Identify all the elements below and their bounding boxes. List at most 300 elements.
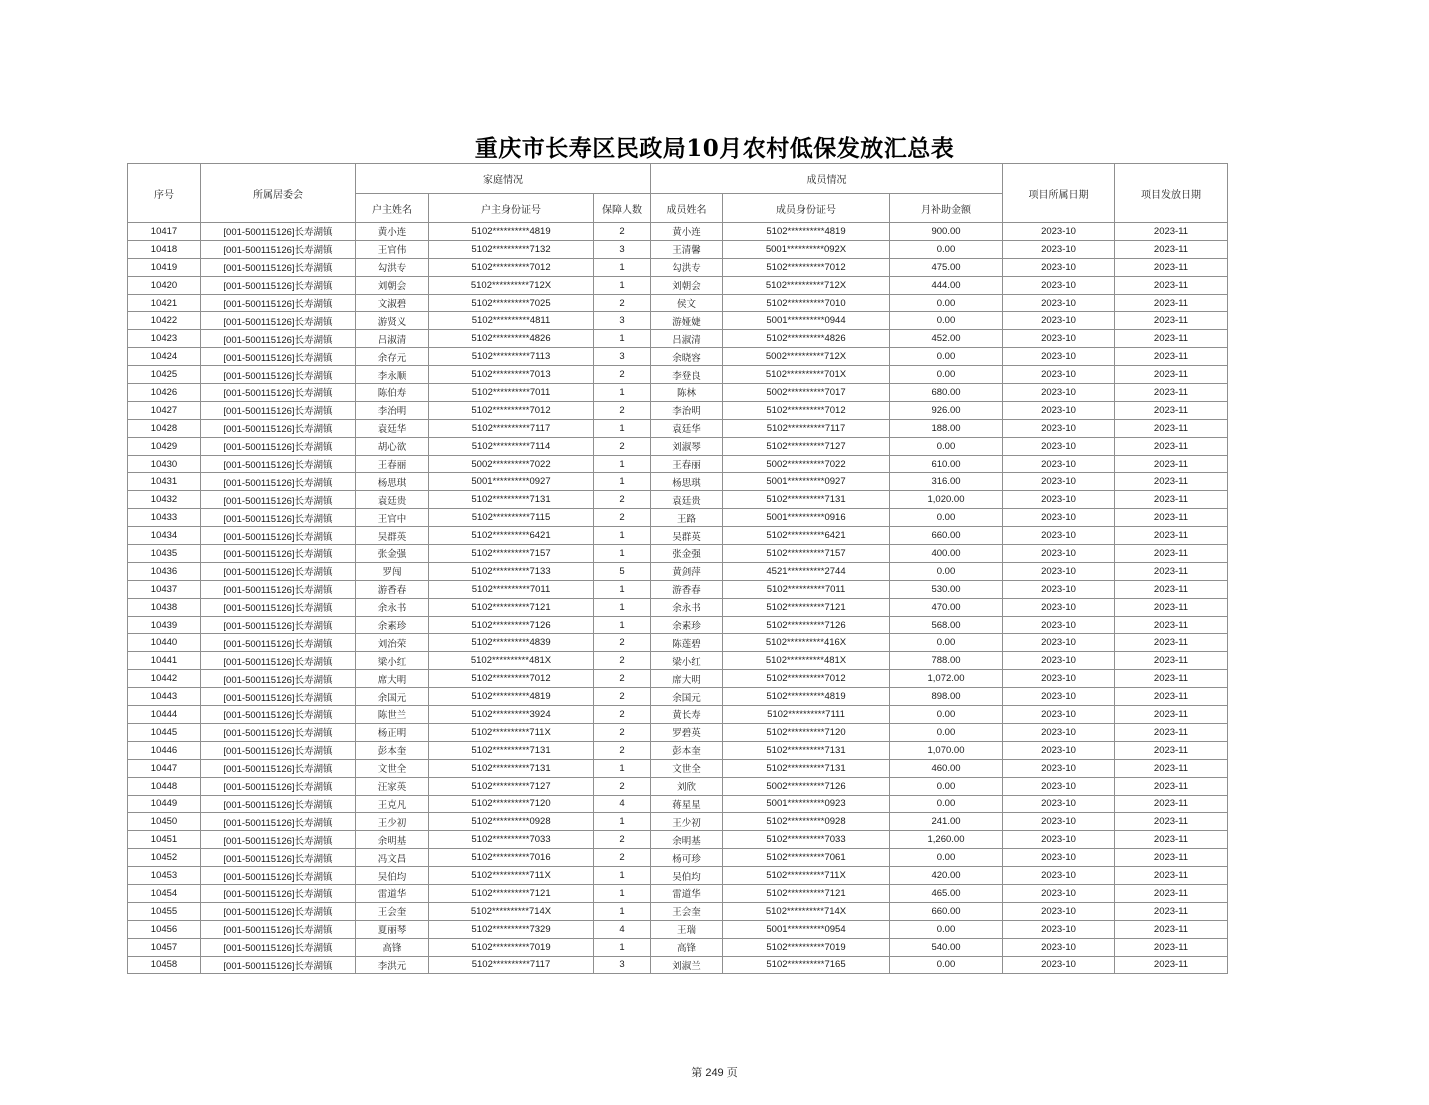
- cell-member-name: 余永书: [651, 598, 723, 616]
- cell-project-month: 2023-10: [1003, 580, 1115, 598]
- cell-head-name: 文世全: [356, 759, 429, 777]
- table-row: [128, 688, 1228, 706]
- col-header-member-id: 成员身份证号: [723, 194, 890, 223]
- cell-head-id: 5102**********7012: [429, 670, 594, 688]
- cell-issue-month: 2023-11: [1115, 330, 1228, 348]
- cell-seq: 10443: [128, 688, 201, 706]
- cell-seq: 10436: [128, 562, 201, 580]
- cell-insured-count: 5: [594, 562, 651, 580]
- cell-member-id: 5001**********0927: [723, 473, 890, 491]
- cell-head-name: 席大明: [356, 670, 429, 688]
- cell-head-name: 杨思琪: [356, 473, 429, 491]
- cell-project-month: 2023-10: [1003, 437, 1115, 455]
- cell-project-month: 2023-10: [1003, 366, 1115, 384]
- cell-member-name: 文世全: [651, 759, 723, 777]
- cell-member-name: 黄剑萍: [651, 562, 723, 580]
- cell-seq: 10422: [128, 312, 201, 330]
- cell-member-id: 5001**********0923: [723, 795, 890, 813]
- cell-committee: [001-500115126]长寿湖镇: [201, 330, 356, 348]
- cell-insured-count: 2: [594, 849, 651, 867]
- cell-member-id: 5102**********7012: [723, 258, 890, 276]
- cell-head-name: 吕淑清: [356, 330, 429, 348]
- cell-member-id: 5102**********7157: [723, 545, 890, 563]
- cell-amount: 0.00: [890, 920, 1003, 938]
- col-header-insured-count: 保障人数: [594, 194, 651, 223]
- cell-project-month: 2023-10: [1003, 294, 1115, 312]
- cell-member-id: 5002**********7022: [723, 455, 890, 473]
- table-row: [128, 920, 1228, 938]
- cell-insured-count: 2: [594, 688, 651, 706]
- cell-committee: [001-500115126]长寿湖镇: [201, 723, 356, 741]
- cell-head-name: 冯文昌: [356, 849, 429, 867]
- cell-head-id: 5102**********4839: [429, 634, 594, 652]
- cell-issue-month: 2023-11: [1115, 938, 1228, 956]
- cell-seq: 10426: [128, 384, 201, 402]
- cell-insured-count: 2: [594, 401, 651, 419]
- cell-issue-month: 2023-11: [1115, 276, 1228, 294]
- cell-seq: 10453: [128, 867, 201, 885]
- cell-committee: [001-500115126]长寿湖镇: [201, 813, 356, 831]
- cell-issue-month: 2023-11: [1115, 920, 1228, 938]
- cell-seq: 10424: [128, 348, 201, 366]
- cell-issue-month: 2023-11: [1115, 723, 1228, 741]
- cell-project-month: 2023-10: [1003, 473, 1115, 491]
- cell-amount: 420.00: [890, 867, 1003, 885]
- cell-member-name: 侯文: [651, 294, 723, 312]
- cell-head-id: 5102**********7013: [429, 366, 594, 384]
- cell-project-month: 2023-10: [1003, 223, 1115, 241]
- cell-insured-count: 3: [594, 312, 651, 330]
- table-row: [128, 562, 1228, 580]
- cell-member-id: 5102**********714X: [723, 902, 890, 920]
- cell-head-name: 胡心欲: [356, 437, 429, 455]
- cell-member-id: 5001**********092X: [723, 240, 890, 258]
- cell-head-id: 5102**********7117: [429, 956, 594, 974]
- cell-insured-count: 1: [594, 759, 651, 777]
- cell-seq: 10444: [128, 706, 201, 724]
- cell-project-month: 2023-10: [1003, 276, 1115, 294]
- cell-insured-count: 2: [594, 437, 651, 455]
- cell-member-id: 5102**********4819: [723, 688, 890, 706]
- cell-project-month: 2023-10: [1003, 867, 1115, 885]
- cell-member-name: 王春丽: [651, 455, 723, 473]
- table-row: [128, 831, 1228, 849]
- cell-seq: 10458: [128, 956, 201, 974]
- cell-head-id: 5102**********7025: [429, 294, 594, 312]
- table-row: [128, 723, 1228, 741]
- cell-member-name: 余素珍: [651, 616, 723, 634]
- cell-head-name: 张金强: [356, 545, 429, 563]
- cell-project-month: 2023-10: [1003, 777, 1115, 795]
- cell-member-id: 5102**********416X: [723, 634, 890, 652]
- cell-member-name: 余国元: [651, 688, 723, 706]
- col-header-issue-month: 项目发放日期: [1115, 164, 1228, 223]
- cell-member-id: 4521**********2744: [723, 562, 890, 580]
- cell-seq: 10423: [128, 330, 201, 348]
- cell-head-id: 5102**********4819: [429, 223, 594, 241]
- cell-head-name: 袁廷华: [356, 419, 429, 437]
- cell-issue-month: 2023-11: [1115, 759, 1228, 777]
- cell-project-month: 2023-10: [1003, 741, 1115, 759]
- cell-insured-count: 1: [594, 616, 651, 634]
- col-header-project-month: 项目所属日期: [1003, 164, 1115, 223]
- cell-amount: 540.00: [890, 938, 1003, 956]
- cell-insured-count: 1: [594, 473, 651, 491]
- table-row: [128, 813, 1228, 831]
- cell-head-id: 5102**********3924: [429, 706, 594, 724]
- cell-member-name: 张金强: [651, 545, 723, 563]
- table-row: [128, 670, 1228, 688]
- cell-member-id: 5102**********7131: [723, 491, 890, 509]
- cell-project-month: 2023-10: [1003, 527, 1115, 545]
- table-row: [128, 223, 1228, 241]
- cell-seq: 10420: [128, 276, 201, 294]
- cell-amount: 452.00: [890, 330, 1003, 348]
- cell-project-month: 2023-10: [1003, 419, 1115, 437]
- cell-project-month: 2023-10: [1003, 401, 1115, 419]
- table-header: [128, 164, 1228, 223]
- cell-member-name: 彭本奎: [651, 741, 723, 759]
- cell-head-id: 5102**********7127: [429, 777, 594, 795]
- cell-member-id: 5102**********6421: [723, 527, 890, 545]
- cell-committee: [001-500115126]长寿湖镇: [201, 312, 356, 330]
- cell-head-id: 5102**********0928: [429, 813, 594, 831]
- cell-seq: 10438: [128, 598, 201, 616]
- table-row: [128, 437, 1228, 455]
- cell-member-id: 5102**********7126: [723, 616, 890, 634]
- cell-head-name: 吴伯均: [356, 867, 429, 885]
- cell-committee: [001-500115126]长寿湖镇: [201, 401, 356, 419]
- cell-head-name: 王少初: [356, 813, 429, 831]
- cell-seq: 10435: [128, 545, 201, 563]
- cell-head-name: 刘治荣: [356, 634, 429, 652]
- cell-committee: [001-500115126]长寿湖镇: [201, 294, 356, 312]
- cell-project-month: 2023-10: [1003, 723, 1115, 741]
- cell-insured-count: 1: [594, 384, 651, 402]
- cell-issue-month: 2023-11: [1115, 688, 1228, 706]
- cell-head-name: 余国元: [356, 688, 429, 706]
- cell-project-month: 2023-10: [1003, 920, 1115, 938]
- cell-project-month: 2023-10: [1003, 652, 1115, 670]
- cell-head-name: 王官中: [356, 509, 429, 527]
- cell-amount: 241.00: [890, 813, 1003, 831]
- table-row: [128, 366, 1228, 384]
- col-header-committee: 所属居委会: [201, 164, 356, 223]
- cell-member-name: 余晓容: [651, 348, 723, 366]
- cell-head-id: 5102**********7131: [429, 741, 594, 759]
- table-row: [128, 867, 1228, 885]
- cell-head-id: 5102**********7114: [429, 437, 594, 455]
- cell-insured-count: 2: [594, 831, 651, 849]
- cell-head-name: 汪家英: [356, 777, 429, 795]
- cell-project-month: 2023-10: [1003, 670, 1115, 688]
- cell-head-name: 王官伟: [356, 240, 429, 258]
- cell-member-name: 高锋: [651, 938, 723, 956]
- cell-project-month: 2023-10: [1003, 562, 1115, 580]
- cell-member-name: 黄小连: [651, 223, 723, 241]
- cell-member-id: 5102**********481X: [723, 652, 890, 670]
- cell-head-id: 5102**********7019: [429, 938, 594, 956]
- page-title: 重庆市长寿区民政局10月农村低保发放汇总表: [474, 135, 955, 162]
- table-row: [128, 527, 1228, 545]
- cell-member-id: 5102**********7121: [723, 598, 890, 616]
- cell-project-month: 2023-10: [1003, 312, 1115, 330]
- cell-committee: [001-500115126]长寿湖镇: [201, 437, 356, 455]
- cell-seq: 10434: [128, 527, 201, 545]
- cell-insured-count: 2: [594, 366, 651, 384]
- cell-committee: [001-500115126]长寿湖镇: [201, 670, 356, 688]
- table-row: [128, 419, 1228, 437]
- cell-amount: 0.00: [890, 312, 1003, 330]
- cell-head-id: 5102**********4819: [429, 688, 594, 706]
- table-row: [128, 455, 1228, 473]
- cell-seq: 10417: [128, 223, 201, 241]
- cell-committee: [001-500115126]长寿湖镇: [201, 938, 356, 956]
- cell-issue-month: 2023-11: [1115, 849, 1228, 867]
- cell-committee: [001-500115126]长寿湖镇: [201, 223, 356, 241]
- cell-member-id: 5102**********7111: [723, 706, 890, 724]
- cell-head-name: 袁廷贵: [356, 491, 429, 509]
- cell-amount: 400.00: [890, 545, 1003, 563]
- cell-amount: 0.00: [890, 849, 1003, 867]
- table-row: [128, 616, 1228, 634]
- cell-head-id: 5102**********7132: [429, 240, 594, 258]
- cell-issue-month: 2023-11: [1115, 294, 1228, 312]
- cell-head-id: 5102**********711X: [429, 867, 594, 885]
- table-row: [128, 580, 1228, 598]
- cell-head-id: 5102**********7120: [429, 795, 594, 813]
- cell-member-name: 刘欣: [651, 777, 723, 795]
- cell-committee: [001-500115126]长寿湖镇: [201, 706, 356, 724]
- cell-member-name: 蒋星星: [651, 795, 723, 813]
- cell-amount: 900.00: [890, 223, 1003, 241]
- cell-project-month: 2023-10: [1003, 384, 1115, 402]
- cell-project-month: 2023-10: [1003, 902, 1115, 920]
- cell-project-month: 2023-10: [1003, 956, 1115, 974]
- cell-amount: 0.00: [890, 240, 1003, 258]
- page-number: 第 249 页: [691, 1067, 738, 1079]
- cell-insured-count: 3: [594, 240, 651, 258]
- cell-seq: 10432: [128, 491, 201, 509]
- cell-head-name: 刘朝会: [356, 276, 429, 294]
- cell-insured-count: 4: [594, 795, 651, 813]
- cell-amount: 660.00: [890, 902, 1003, 920]
- cell-seq: 10457: [128, 938, 201, 956]
- cell-amount: 788.00: [890, 652, 1003, 670]
- cell-seq: 10447: [128, 759, 201, 777]
- cell-member-name: 梁小红: [651, 652, 723, 670]
- cell-project-month: 2023-10: [1003, 509, 1115, 527]
- cell-amount: 188.00: [890, 419, 1003, 437]
- cell-head-id: 5102**********7113: [429, 348, 594, 366]
- cell-member-name: 陈莲碧: [651, 634, 723, 652]
- cell-issue-month: 2023-11: [1115, 562, 1228, 580]
- cell-amount: 1,020.00: [890, 491, 1003, 509]
- table-row: [128, 348, 1228, 366]
- cell-insured-count: 2: [594, 670, 651, 688]
- table-row: [128, 741, 1228, 759]
- cell-head-id: 5102**********7117: [429, 419, 594, 437]
- cell-project-month: 2023-10: [1003, 849, 1115, 867]
- cell-insured-count: 1: [594, 545, 651, 563]
- cell-head-id: 5102**********4826: [429, 330, 594, 348]
- cell-issue-month: 2023-11: [1115, 401, 1228, 419]
- cell-amount: 0.00: [890, 562, 1003, 580]
- cell-seq: 10446: [128, 741, 201, 759]
- cell-member-id: 5102**********7010: [723, 294, 890, 312]
- cell-insured-count: 1: [594, 330, 651, 348]
- col-header-head-id: 户主身份证号: [429, 194, 594, 223]
- cell-member-name: 陈林: [651, 384, 723, 402]
- cell-amount: 0.00: [890, 706, 1003, 724]
- cell-head-name: 陈伯寿: [356, 384, 429, 402]
- cell-member-id: 5102**********7012: [723, 401, 890, 419]
- cell-head-id: 5102**********7011: [429, 580, 594, 598]
- cell-member-name: 王清馨: [651, 240, 723, 258]
- cell-member-id: 5001**********0916: [723, 509, 890, 527]
- cell-issue-month: 2023-11: [1115, 223, 1228, 241]
- cell-head-name: 彭本奎: [356, 741, 429, 759]
- cell-head-name: 杨正明: [356, 723, 429, 741]
- cell-issue-month: 2023-11: [1115, 598, 1228, 616]
- table-row: [128, 473, 1228, 491]
- col-header-head-name: 户主姓名: [356, 194, 429, 223]
- cell-amount: 0.00: [890, 956, 1003, 974]
- cell-amount: 660.00: [890, 527, 1003, 545]
- cell-project-month: 2023-10: [1003, 634, 1115, 652]
- cell-committee: [001-500115126]长寿湖镇: [201, 759, 356, 777]
- cell-head-id: 5102**********7121: [429, 884, 594, 902]
- cell-head-name: 游香春: [356, 580, 429, 598]
- cell-issue-month: 2023-11: [1115, 509, 1228, 527]
- col-header-amount: 月补助金额: [890, 194, 1003, 223]
- cell-insured-count: 3: [594, 956, 651, 974]
- cell-head-name: 雷道华: [356, 884, 429, 902]
- table-row: [128, 384, 1228, 402]
- cell-project-month: 2023-10: [1003, 330, 1115, 348]
- cell-issue-month: 2023-11: [1115, 956, 1228, 974]
- cell-head-id: 5102**********481X: [429, 652, 594, 670]
- cell-amount: 475.00: [890, 258, 1003, 276]
- cell-head-id: 5001**********0927: [429, 473, 594, 491]
- cell-head-name: 王春丽: [356, 455, 429, 473]
- cell-amount: 460.00: [890, 759, 1003, 777]
- cell-head-name: 高锋: [356, 938, 429, 956]
- cell-committee: [001-500115126]长寿湖镇: [201, 258, 356, 276]
- cell-seq: 10455: [128, 902, 201, 920]
- cell-issue-month: 2023-11: [1115, 884, 1228, 902]
- cell-insured-count: 2: [594, 706, 651, 724]
- cell-amount: 0.00: [890, 348, 1003, 366]
- cell-member-name: 李治明: [651, 401, 723, 419]
- cell-seq: 10437: [128, 580, 201, 598]
- cell-member-id: 5102**********7011: [723, 580, 890, 598]
- cell-committee: [001-500115126]长寿湖镇: [201, 634, 356, 652]
- cell-seq: 10425: [128, 366, 201, 384]
- cell-amount: 0.00: [890, 777, 1003, 795]
- cell-head-id: 5102**********7329: [429, 920, 594, 938]
- cell-committee: [001-500115126]长寿湖镇: [201, 920, 356, 938]
- table-row: [128, 509, 1228, 527]
- cell-member-id: 5102**********7127: [723, 437, 890, 455]
- cell-committee: [001-500115126]长寿湖镇: [201, 384, 356, 402]
- cell-committee: [001-500115126]长寿湖镇: [201, 509, 356, 527]
- cell-head-name: 罗闯: [356, 562, 429, 580]
- cell-member-id: 5102**********4826: [723, 330, 890, 348]
- col-group-family: 家庭情况: [356, 164, 651, 194]
- table-row: [128, 598, 1228, 616]
- cell-amount: 926.00: [890, 401, 1003, 419]
- cell-member-id: 5102**********7117: [723, 419, 890, 437]
- cell-project-month: 2023-10: [1003, 938, 1115, 956]
- cell-seq: 10427: [128, 401, 201, 419]
- cell-member-name: 罗碧英: [651, 723, 723, 741]
- cell-seq: 10439: [128, 616, 201, 634]
- cell-head-name: 陈世兰: [356, 706, 429, 724]
- cell-head-id: 5102**********7157: [429, 545, 594, 563]
- cell-project-month: 2023-10: [1003, 491, 1115, 509]
- cell-head-id: 5102**********7016: [429, 849, 594, 867]
- cell-insured-count: 1: [594, 419, 651, 437]
- cell-head-name: 黄小连: [356, 223, 429, 241]
- cell-head-name: 梁小红: [356, 652, 429, 670]
- cell-member-id: 5102**********711X: [723, 867, 890, 885]
- cell-seq: 10442: [128, 670, 201, 688]
- cell-insured-count: 1: [594, 598, 651, 616]
- cell-issue-month: 2023-11: [1115, 902, 1228, 920]
- cell-seq: 10418: [128, 240, 201, 258]
- table-row: [128, 294, 1228, 312]
- cell-committee: [001-500115126]长寿湖镇: [201, 652, 356, 670]
- cell-issue-month: 2023-11: [1115, 831, 1228, 849]
- cell-member-name: 袁廷华: [651, 419, 723, 437]
- cell-head-id: 5002**********7022: [429, 455, 594, 473]
- cell-committee: [001-500115126]长寿湖镇: [201, 580, 356, 598]
- cell-member-name: 刘淑琴: [651, 437, 723, 455]
- cell-amount: 0.00: [890, 366, 1003, 384]
- cell-head-id: 5102**********7012: [429, 401, 594, 419]
- cell-head-name: 勾洪专: [356, 258, 429, 276]
- table-row: [128, 545, 1228, 563]
- table-row: [128, 956, 1228, 974]
- cell-seq: 10454: [128, 884, 201, 902]
- table-row: [128, 938, 1228, 956]
- cell-committee: [001-500115126]长寿湖镇: [201, 455, 356, 473]
- table-row: [128, 902, 1228, 920]
- cell-project-month: 2023-10: [1003, 258, 1115, 276]
- cell-member-name: 游香春: [651, 580, 723, 598]
- cell-head-id: 5102**********7033: [429, 831, 594, 849]
- cell-insured-count: 3: [594, 348, 651, 366]
- cell-project-month: 2023-10: [1003, 831, 1115, 849]
- cell-amount: 568.00: [890, 616, 1003, 634]
- cell-insured-count: 2: [594, 509, 651, 527]
- cell-head-name: 王会奎: [356, 902, 429, 920]
- cell-project-month: 2023-10: [1003, 884, 1115, 902]
- cell-member-id: 5102**********7019: [723, 938, 890, 956]
- cell-issue-month: 2023-11: [1115, 419, 1228, 437]
- cell-member-id: 5102**********7121: [723, 884, 890, 902]
- cell-insured-count: 2: [594, 294, 651, 312]
- table-row: [128, 240, 1228, 258]
- cell-amount: 530.00: [890, 580, 1003, 598]
- cell-member-id: 5002**********7017: [723, 384, 890, 402]
- cell-issue-month: 2023-11: [1115, 437, 1228, 455]
- cell-project-month: 2023-10: [1003, 545, 1115, 563]
- cell-member-name: 吴群英: [651, 527, 723, 545]
- cell-head-name: 余明基: [356, 831, 429, 849]
- cell-head-id: 5102**********712X: [429, 276, 594, 294]
